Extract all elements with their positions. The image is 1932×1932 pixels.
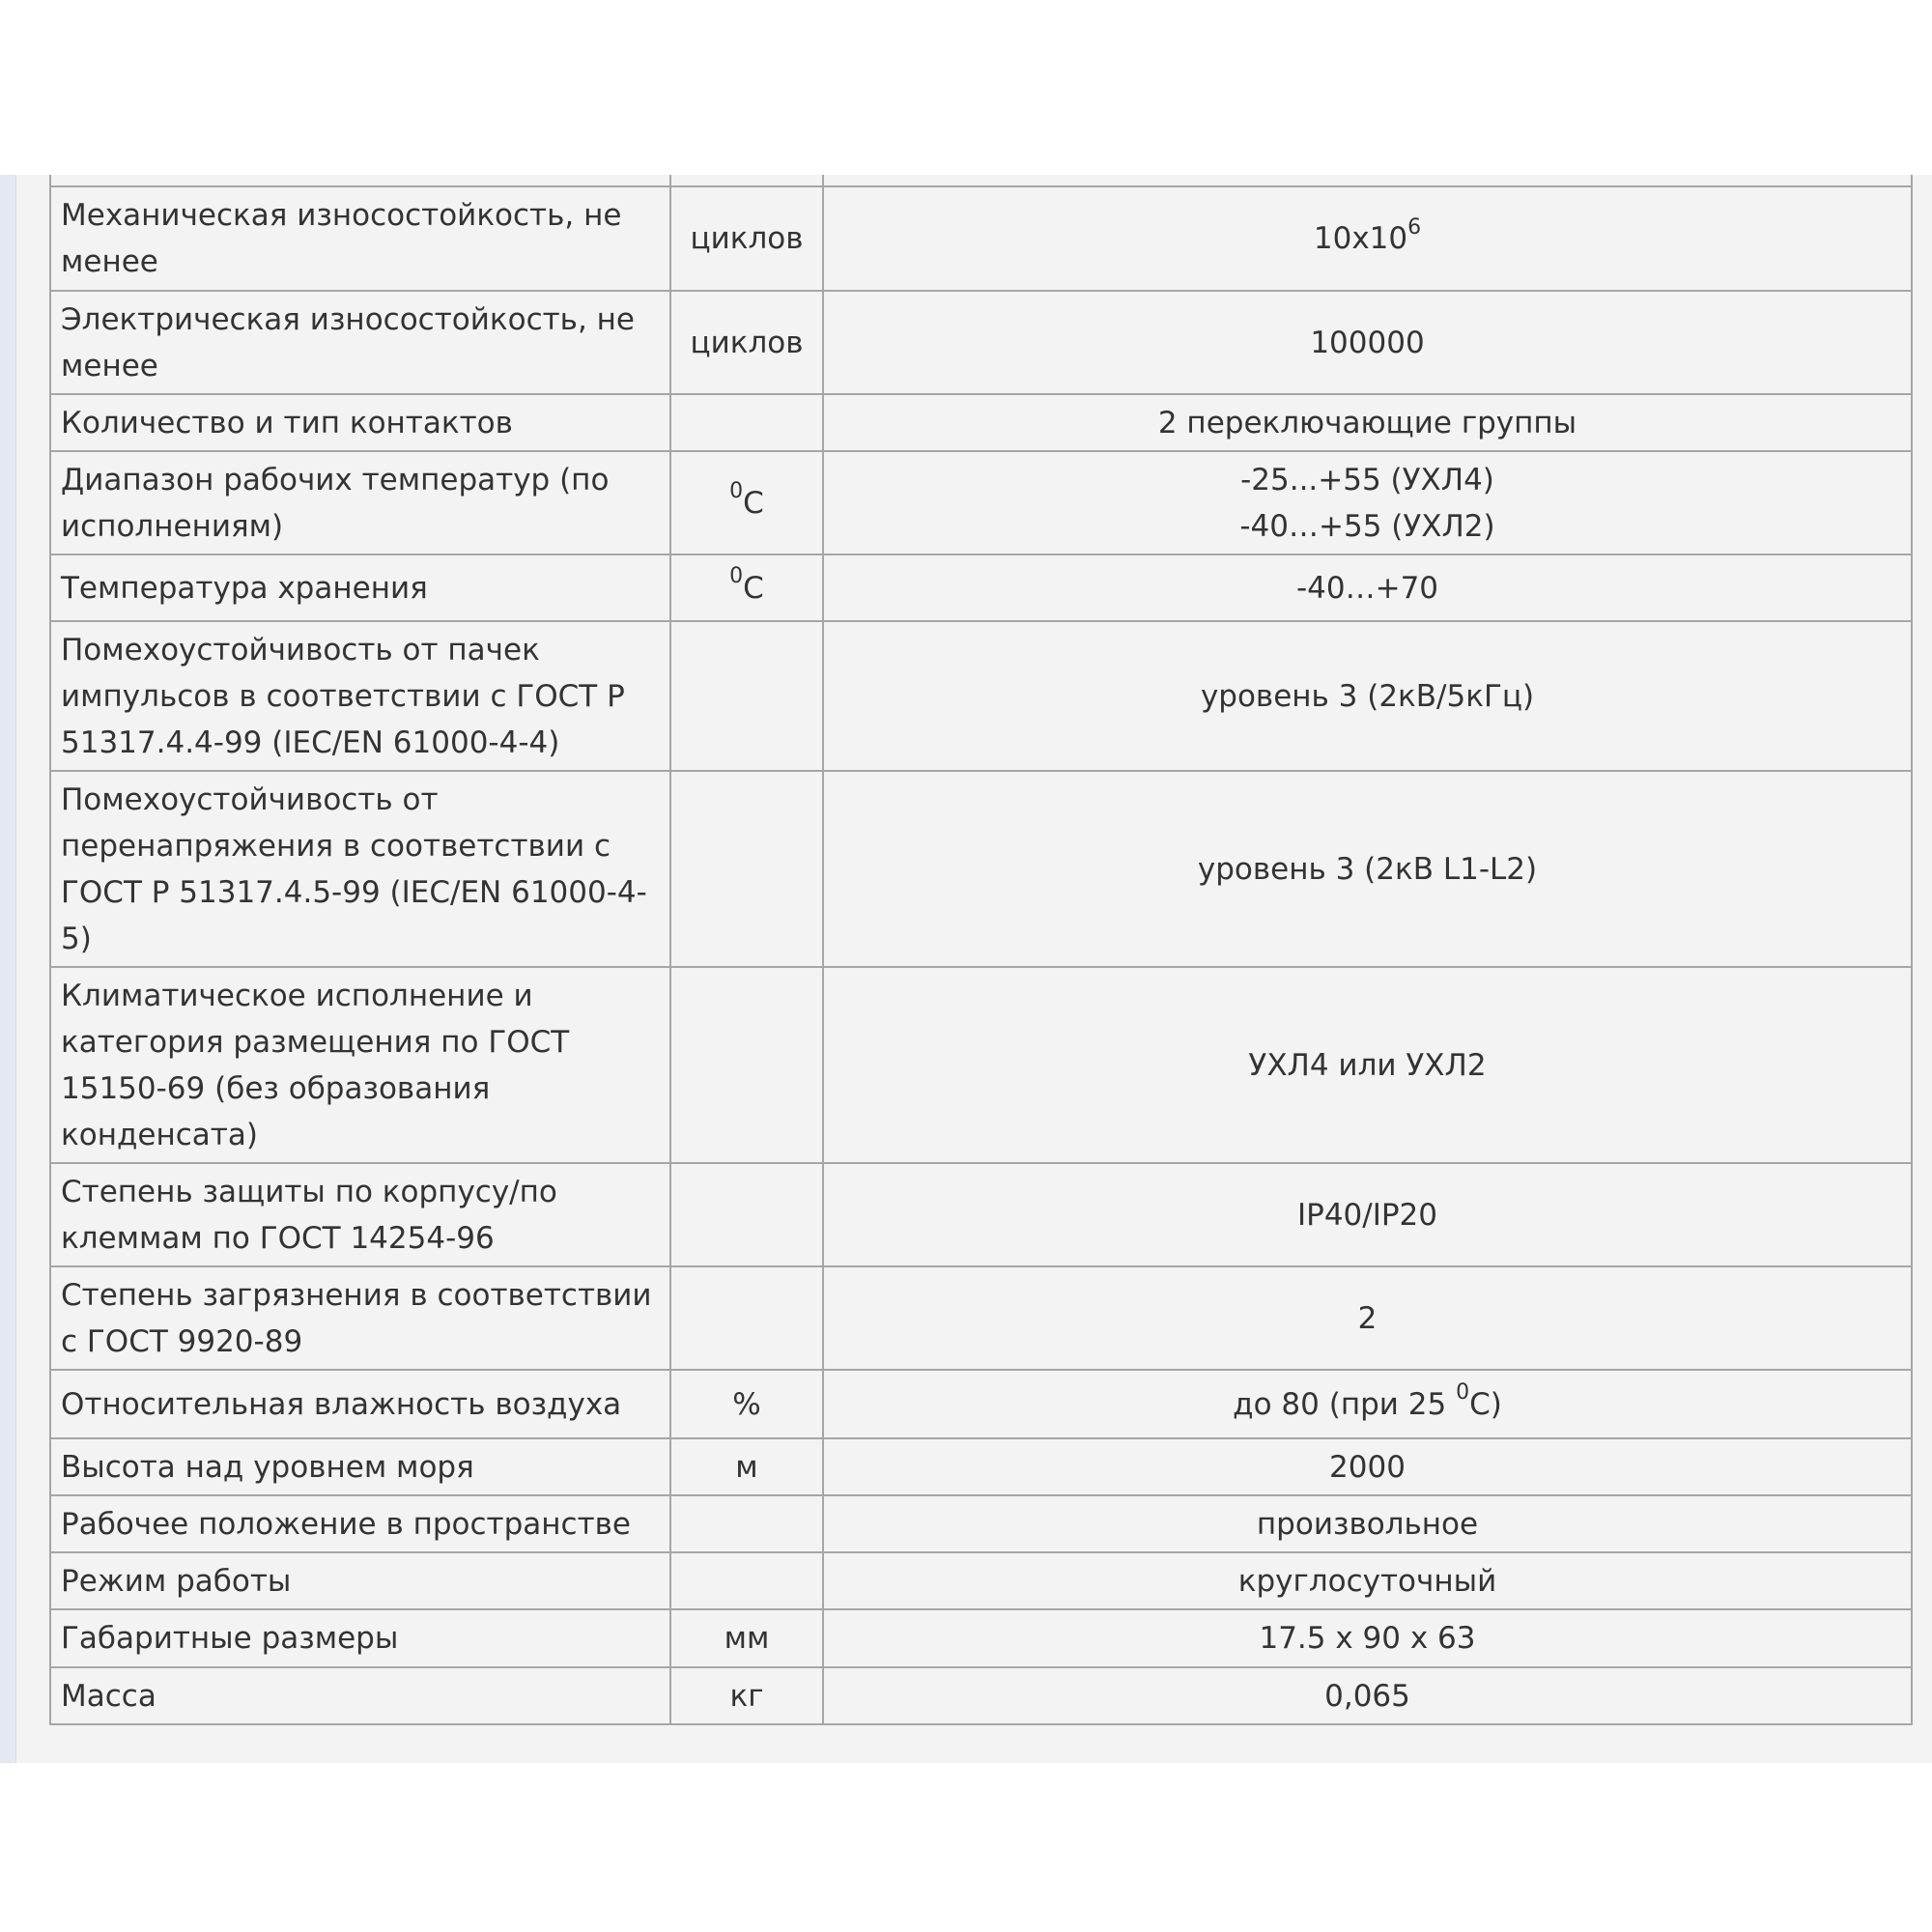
param-cell: Температура хранения: [50, 554, 670, 621]
table-row: [50, 1552, 1912, 1609]
specifications-table: [49, 175, 1913, 1725]
param-cell: Относительная влажность воздуха: [50, 1370, 670, 1438]
param-cell: Рабочее положение в пространстве: [50, 1495, 670, 1552]
param-cell: Режим работы: [50, 1552, 670, 1609]
table-row: [50, 1495, 1912, 1552]
value-line: -25...+55 (УХЛ4): [1240, 462, 1494, 497]
param-cell: Помехоустойчивость от пачек импульсов в соответствии с ГОСТ Р 51317.4.4-99 (IEC/EN 61000-4-4): [50, 621, 670, 771]
unit-cell: %: [670, 1370, 823, 1438]
unit-cell: [670, 1266, 823, 1370]
table-row: [50, 1667, 1912, 1724]
unit-text: С: [743, 570, 764, 606]
value-text: С): [1469, 1386, 1502, 1422]
value-cell: IP40/IP20: [823, 1163, 1912, 1266]
value-cell: 0,065: [823, 1667, 1912, 1724]
value-cell: [823, 186, 1912, 291]
param-cell: Климатическое исполнение и категория размещения по ГОСТ 15150-69 (без образования конденсата): [50, 967, 670, 1163]
value-text: 10х10: [1313, 221, 1408, 256]
unit-cell: мм: [670, 1609, 823, 1667]
unit-cell: кг: [670, 1667, 823, 1724]
param-cell: Высота над уровнем моря: [50, 1438, 670, 1495]
table-row: [50, 291, 1912, 394]
param-cell: Степень загрязнения в соответствии с ГОСТ 9920-89: [50, 1266, 670, 1370]
value-cell: [823, 451, 1912, 554]
value-cell: круглосуточный: [823, 1552, 1912, 1609]
unit-cell: циклов: [670, 186, 823, 291]
unit-cell: [670, 1495, 823, 1552]
table-row-cut-off: [50, 175, 1912, 186]
table-row: [50, 621, 1912, 771]
table-row: [50, 1266, 1912, 1370]
left-border-strip: [0, 175, 16, 1763]
param-cell: Электрическая износостойкость, не менее: [50, 291, 670, 394]
table-row: [50, 771, 1912, 967]
unit-cell: [670, 621, 823, 771]
table-row: [50, 1370, 1912, 1438]
table-row: [50, 451, 1912, 554]
unit-cell: [670, 451, 823, 554]
value-text: до 80 (при 25: [1233, 1386, 1457, 1422]
table-row: [50, 1609, 1912, 1667]
unit-cell: [670, 771, 823, 967]
param-cell: Помехоустойчивость от перенапряжения в соответствии с ГОСТ Р 51317.4.5-99 (IEC/EN 61000-4-5): [50, 771, 670, 967]
unit-cell: [670, 967, 823, 1163]
value-cell: 2: [823, 1266, 1912, 1370]
table-row: [50, 394, 1912, 451]
unit-text: С: [743, 485, 764, 521]
param-cell: Масса: [50, 1667, 670, 1724]
unit-cell: [670, 394, 823, 451]
param-cell: Механическая износостойкость, не менее: [50, 186, 670, 291]
unit-cell: [670, 1163, 823, 1266]
value-cell: УХЛ4 или УХЛ2: [823, 967, 1912, 1163]
value-cell: произвольное: [823, 1495, 1912, 1552]
value-line: -40…+55 (УХЛ2): [1239, 508, 1495, 544]
param-cell: Габаритные размеры: [50, 1609, 670, 1667]
table-row: [50, 186, 1912, 291]
value-cell: [823, 1370, 1912, 1438]
value-cell: 100000: [823, 291, 1912, 394]
content-panel: [0, 175, 1932, 1763]
unit-cell: циклов: [670, 291, 823, 394]
unit-cell: [670, 1552, 823, 1609]
value-superscript: 0: [1456, 1380, 1470, 1406]
value-cell: 2000: [823, 1438, 1912, 1495]
unit-cell: [670, 554, 823, 621]
value-cell: 2 переключающие группы: [823, 394, 1912, 451]
value-cell: 17.5 х 90 х 63: [823, 1609, 1912, 1667]
param-cell: Количество и тип контактов: [50, 394, 670, 451]
table-row: [50, 1438, 1912, 1495]
unit-superscript: 0: [729, 564, 744, 589]
table-row: [50, 967, 1912, 1163]
param-cell: Диапазон рабочих температур (по исполнениям): [50, 451, 670, 554]
table-row: [50, 554, 1912, 621]
value-cell: -40…+70: [823, 554, 1912, 621]
value-superscript: 6: [1407, 214, 1422, 240]
value-cell: уровень 3 (2кВ/5кГц): [823, 621, 1912, 771]
param-cell: Степень защиты по корпусу/по клеммам по ГОСТ 14254-96: [50, 1163, 670, 1266]
value-cell: уровень 3 (2кВ L1-L2): [823, 771, 1912, 967]
table-row: [50, 1163, 1912, 1266]
unit-superscript: 0: [729, 479, 744, 504]
unit-cell: м: [670, 1438, 823, 1495]
